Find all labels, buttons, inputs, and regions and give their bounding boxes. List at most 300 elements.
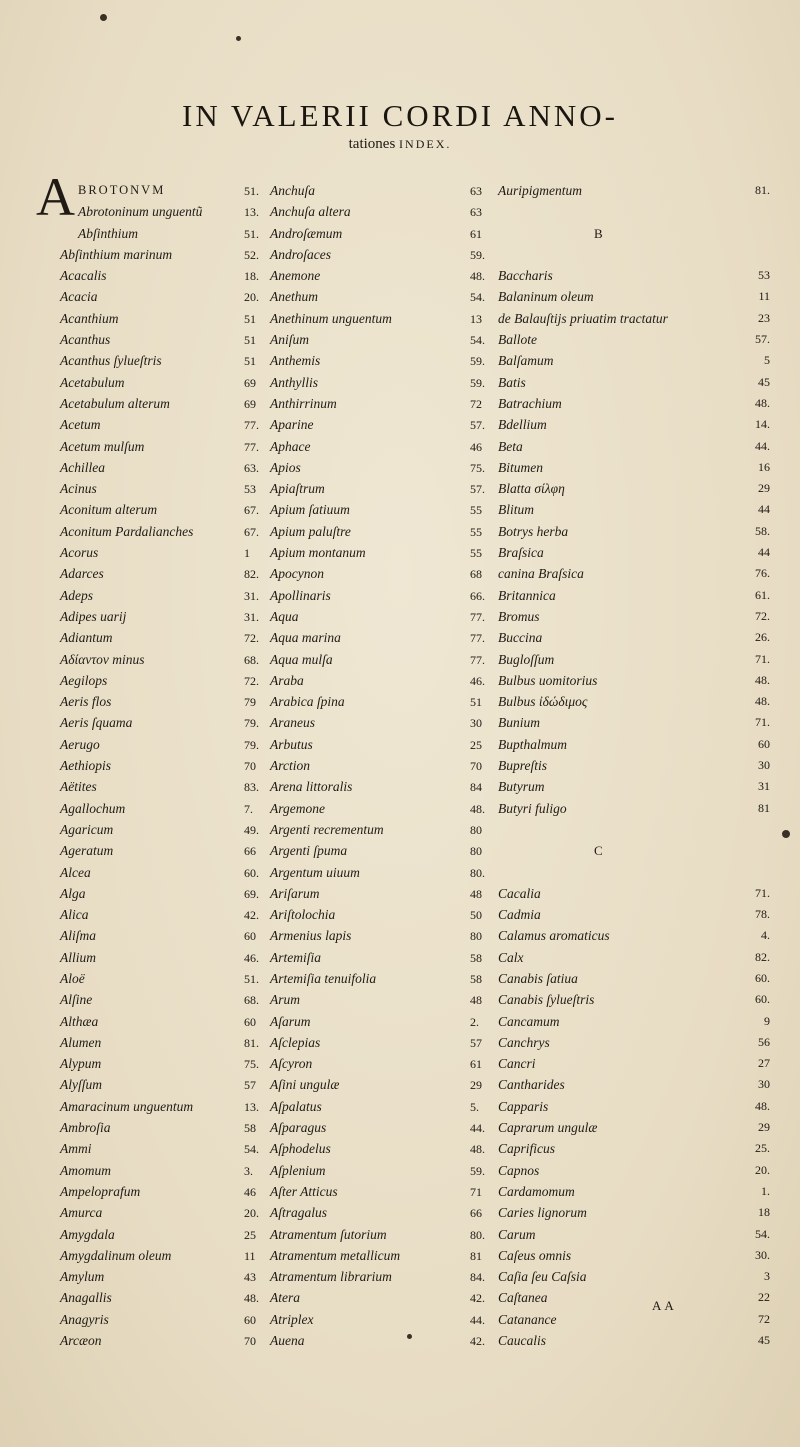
right-page-number: 81 [758,800,770,815]
entry-term: Artemiſia [270,949,321,965]
index-entry: Acanthium [60,310,119,326]
page-number: 5. [470,1099,479,1114]
index-entry [244,265,469,286]
index-entry [244,1309,469,1330]
index-entry: Alypum [60,1056,102,1072]
entry-term: Arbutus [270,736,313,752]
entry-term: Argenti ſpuma [270,843,348,859]
index-entry [244,478,469,499]
entry-term: Bromus [498,608,540,624]
index-entry: Acacia [60,289,98,305]
entry-term: Aſarum [270,1013,311,1029]
index-entry: Aeris flos [60,694,112,710]
page-number: 77. [244,439,259,454]
index-entry [244,1138,469,1159]
page-number: 20. [244,290,259,305]
index-entry: Aloë [60,970,85,986]
entry-term: Calamus aromaticus [498,928,610,944]
page-number: 13 [470,311,482,326]
right-page-number: 81. [755,183,770,197]
right-page-number: 45 [758,374,770,389]
index-entry [244,1202,469,1223]
right-page-number: 48. [755,1098,770,1113]
page-number: 69 [244,375,256,390]
index-entry [244,521,469,542]
right-page-number: 82. [755,949,770,964]
index-entry [470,1032,770,1053]
page-number: 70 [470,759,482,774]
index-column-3 [470,180,770,1351]
entry-term: Ballote [498,332,537,348]
page-number: 57. [470,418,485,433]
page-number: 42. [470,1291,485,1306]
page-number: 55 [470,524,482,539]
index-entry [470,201,770,222]
page-number: 42. [244,908,259,923]
page-number: 48. [470,801,485,816]
entry-term: Bunium [498,715,540,731]
index-entry [470,521,770,542]
index-entry [244,286,469,307]
entry-term: Atramentum librarium [270,1269,392,1285]
index-entry [244,1032,469,1053]
index-entry [470,350,770,371]
right-page-number: 30. [755,1247,770,1262]
index-entry [244,734,469,755]
page-number: 58 [470,971,482,986]
index-entry [470,585,770,606]
index-entry [244,755,469,776]
right-page-number: 78. [755,907,770,922]
right-page-number: 29 [758,481,770,496]
index-entry [244,436,469,457]
entry-term: Auripigmentum [498,183,582,198]
right-page-number: 22 [758,1290,770,1305]
page-number: 82. [244,567,259,582]
right-page-number: 29 [758,1120,770,1135]
index-entry [244,1181,469,1202]
index-entry [470,606,770,627]
page-number: 69. [244,886,259,901]
page-number: 54. [244,1142,259,1157]
index-entry [470,627,770,648]
index-entry [244,308,469,329]
entry-term: Cardamomum [498,1183,575,1199]
page-number: 72. [244,631,259,646]
page-number: 70 [244,759,256,774]
page-number: 20. [244,1206,259,1221]
index-entry [470,712,770,733]
right-page-number: 30 [758,1077,770,1092]
entry-term: Anthirrinum [270,395,337,411]
index-entry: Anagyris [60,1311,109,1327]
page-number: 48. [470,269,485,284]
entry-term: Caſia ſeu Caſsia [498,1269,587,1285]
index-entry [470,1138,770,1159]
page-number: 7. [244,801,253,816]
page-number: 58 [244,1121,256,1136]
page-number: 66 [244,844,256,859]
entry-term: Anemone [270,268,321,284]
index-entry [244,1287,469,1308]
index-entry [244,925,469,946]
index-entry [244,563,469,584]
index-entry [470,542,770,563]
right-page-number: 44. [755,438,770,453]
right-page-number: 18 [758,1205,770,1220]
index-entry [470,180,770,201]
page-number: 60 [244,1312,256,1327]
index-column-1 [60,180,230,1351]
index-entry [470,691,770,712]
page-number: 31. [244,609,259,624]
page-number: 83. [244,780,259,795]
page-number: 66. [470,588,485,603]
right-page-number: 26. [755,630,770,645]
right-page-number: 54. [755,1226,770,1241]
entry-term: Balaninum oleum [498,289,594,305]
entry-term: Batis [498,374,526,390]
right-page-number: 71. [755,885,770,900]
right-page-number: 14. [755,417,770,432]
right-page-number: 48. [755,694,770,709]
index-entry: Amaracinum unguentum [60,1098,194,1114]
page-number: 48 [470,886,482,901]
index-entry: Amygdalinum oleum [60,1247,172,1263]
index-entry: Agallochum [60,800,126,816]
index-entry [470,989,770,1010]
entry-term: Apium paluſtre [270,523,351,539]
page-number: 79. [244,737,259,752]
page-number: 63 [470,184,482,198]
entry-term: Caprificus [498,1141,556,1157]
index-entry: Aethiopis [60,758,111,774]
entry-term: Aſtragalus [270,1205,328,1221]
page-number: 25 [470,737,482,752]
right-page-number: 4. [761,928,770,943]
entry-term: Aſclepias [270,1034,321,1050]
page-number: 80. [470,1227,485,1242]
index-entry [244,350,469,371]
index-entry [470,798,770,819]
index-entry [244,201,469,222]
index-entry [244,840,469,861]
entry-term: Aſini ungulæ [270,1077,340,1093]
page-number: 52. [244,247,259,262]
right-page-number: 44 [758,545,770,560]
index-entry: Achillea [60,459,105,475]
index-entry [470,840,770,861]
index-entry: Amurca [60,1205,103,1221]
index-entry: Aconitum Pardalianches [60,523,194,539]
index-entry [470,372,770,393]
entry-term: Atramentum metallicum [270,1247,401,1263]
entry-term: Anethum [270,289,318,305]
right-page-number: 48. [755,395,770,410]
page-number: 1 [244,546,250,561]
index-entry [244,585,469,606]
page-number: 13. [244,205,259,220]
index-entry [244,457,469,478]
index-entry [244,1053,469,1074]
page-number: 67. [244,503,259,518]
index-column-2 [244,180,469,1351]
entry-term: Catanance [498,1311,557,1327]
entry-term: Aniſum [270,332,309,348]
index-entry: Agaricum [60,821,114,837]
right-page-number: 30 [758,758,770,773]
index-entry [470,1245,770,1266]
index-entry [470,1053,770,1074]
index-entry: Acanthus ſylueſtris [60,353,162,369]
right-page-number: 61. [755,587,770,602]
index-entry [244,244,469,265]
index-entry [470,1096,770,1117]
entry-term: Cancri [498,1056,536,1072]
entry-term: Aſplenium [270,1162,326,1178]
page-number: 46. [244,950,259,965]
page-number: 13. [244,1099,259,1114]
right-page-number: 3 [764,1269,770,1284]
entry-term: Apiaſtrum [270,481,325,497]
index-entry [470,1287,770,1308]
right-page-number: 76. [755,566,770,581]
index-entry [244,329,469,350]
index-entry: Abrotoninum unguentũ [78,204,203,220]
right-page-number: 16 [758,459,770,474]
right-page-number: 27 [758,1056,770,1071]
entry-term: Apium montanum [270,545,366,561]
entry-term: Aphace [270,438,311,454]
index-entry [470,883,770,904]
page-number: 84 [470,780,482,795]
right-page-number: 71. [755,651,770,666]
index-entry: Adiantum [60,630,113,646]
page-number: 48. [470,1142,485,1157]
index-entry [470,265,770,286]
page-number: 80 [470,822,482,837]
index-entry: Abſinthium [78,225,138,241]
page-number: 54. [470,333,485,348]
entry-term: Butyri fuligo [498,800,567,816]
page-number: 51 [244,354,256,369]
page-number: 61 [470,1057,482,1072]
right-page-number: 20. [755,1162,770,1177]
right-page-number: 60. [755,992,770,1007]
page-number: 48. [244,1291,259,1306]
page-number: 70 [244,1334,256,1349]
right-page-number: 11 [758,289,770,304]
page-number: 67. [244,524,259,539]
entry-term: Ariſarum [270,885,320,901]
page-number: 57 [244,1078,256,1093]
entry-term: Anchuſa altera [270,204,351,220]
entry-term: Cadmia [498,907,541,923]
index-entry [470,968,770,989]
index-entry [244,1117,469,1138]
entry-term: Anthemis [270,353,321,369]
entry-term: Aſparagus [270,1120,327,1136]
drop-cap: A [36,167,75,227]
page-number: 59. [470,1163,485,1178]
index-entry [470,904,770,925]
section-letter: B [594,225,603,241]
right-page-number: 44 [758,502,770,517]
index-entry: Ambroſia [60,1120,111,1136]
page-number: 49. [244,822,259,837]
index-entry [470,1074,770,1095]
page-number: 44. [470,1121,485,1136]
index-entry [244,1160,469,1181]
page-title: IN VALERII CORDI ANNO- [182,98,618,133]
page-number: 54. [470,290,485,305]
index-entry [244,414,469,435]
page-number: 80. [470,865,485,880]
index-entry [470,1309,770,1330]
right-page-number: 48. [755,672,770,687]
entry-term: Artemiſia tenuifolia [270,970,377,986]
right-page-number: 60 [758,736,770,751]
page-number: 79. [244,716,259,731]
page-number: 77. [244,418,259,433]
entry-term: Bugloſſum [498,651,555,667]
page-number: 2. [470,1014,479,1029]
page-number: 57 [470,1035,482,1050]
entry-term: Bdellium [498,417,547,433]
entry-term: Bulbus uomitorius [498,672,598,688]
index-entry [470,1224,770,1245]
index-entry: Acanthus [60,332,111,348]
entry-term: Butyrum [498,779,545,795]
index-entry: Acetabulum alterum [60,395,170,411]
page-number: 51 [244,333,256,348]
index-entry: Alyſſum [60,1077,102,1093]
entry-term: Calx [498,949,524,965]
index-entry [470,499,770,520]
index-entry: Adeps [60,587,93,603]
index-entry [470,755,770,776]
entry-term: Androſæmum [270,225,343,241]
index-entry [470,308,770,329]
entry-term: Canabis ſylueſtris [498,992,595,1008]
page-number: 68. [244,652,259,667]
page-number: 63 [470,205,482,220]
entry-term: Aſphodelus [270,1141,331,1157]
entry-term: Argemone [270,800,325,816]
index-entry [470,1266,770,1287]
page-number: 30 [470,716,482,731]
entry-term: de Balauſtijs priuatim tractatur [498,310,668,326]
entry-term: canina Braſsica [498,566,584,582]
right-page-number: 72. [755,608,770,623]
entry-term: Cantharides [498,1077,565,1093]
entry-term: Apium ſatiuum [270,502,350,518]
index-entry: Acacalis [60,268,107,284]
right-page-number: 5 [764,353,770,368]
entry-term: Arum [270,992,300,1008]
entry-term: Caſeus omnis [498,1247,572,1263]
entry-term: Aparine [270,417,314,433]
page-number: 77. [470,652,485,667]
index-entry: Adarces [60,566,104,582]
index-entry: Αδίαντον minus [60,651,145,667]
entry-term: Aqua marina [270,630,341,646]
index-entry [244,542,469,563]
page-number: 46 [244,1184,256,1199]
index-entry: Allium [60,949,96,965]
index-entry [244,691,469,712]
page-number: 11 [244,1248,256,1263]
index-entry: Aegilops [60,672,108,688]
entry-term: Bupreſtis [498,758,547,774]
entry-term: Bupthalmum [498,736,567,752]
index-entry: Aëtites [60,779,97,795]
page-number: 77. [470,631,485,646]
entry-term: Botrys herba [498,523,569,539]
entry-term: Batrachium [498,395,562,411]
page-number: 60. [244,865,259,880]
entry-term: Atera [270,1290,300,1306]
page-number: 69 [244,396,256,411]
index-entry [244,1224,469,1245]
index-entry [470,329,770,350]
index-entry [244,776,469,797]
entry-term: Blitum [498,502,534,518]
index-entry [244,1266,469,1287]
entry-term: Caries lignorum [498,1205,587,1221]
page-number: 79 [244,695,256,710]
page-number: 81 [470,1248,482,1263]
entry-term: Arabica ſpina [270,694,345,710]
index-entry: Arcæon [60,1333,102,1349]
entry-term: Aqua [270,608,299,624]
index-entry [470,670,770,691]
entry-term: Capparis [498,1098,549,1114]
index-entry [470,819,770,840]
index-entry: Althæa [60,1013,99,1029]
index-entry [470,649,770,670]
entry-term: Atriplex [270,1311,314,1327]
index-entry [470,457,770,478]
entry-term: Argenti recrementum [270,821,384,837]
right-page-number: 58. [755,523,770,538]
index-entry: Amomum [60,1162,111,1178]
entry-term: Argentum uiuum [270,864,360,880]
entry-term: Buccina [498,630,543,646]
subtitle-word: tationes [348,136,400,152]
index-entry [470,1202,770,1223]
entry-term: Cancamum [498,1013,560,1029]
index-entry [244,712,469,733]
page-number: 50 [470,908,482,923]
entry-term: Arena littoralis [270,779,353,795]
entry-term: Cacalia [498,885,541,901]
index-entry: Amygdala [60,1226,115,1242]
index-entry: Acetum mulſum [60,438,145,454]
entry-term: Aſpalatus [270,1098,322,1114]
index-entry [470,478,770,499]
page-number: 53 [244,482,256,497]
entry-term: Apollinaris [270,587,331,603]
entry-term: Caprarum ungulæ [498,1120,598,1136]
page-number: 44. [470,1312,485,1327]
index-entry: Acinus [60,481,97,497]
entry-term: Androſaces [270,246,331,262]
page-number: 66 [470,1206,482,1221]
page-number: 60 [244,929,256,944]
index-entry [244,883,469,904]
index-entry: Anagallis [60,1290,112,1306]
